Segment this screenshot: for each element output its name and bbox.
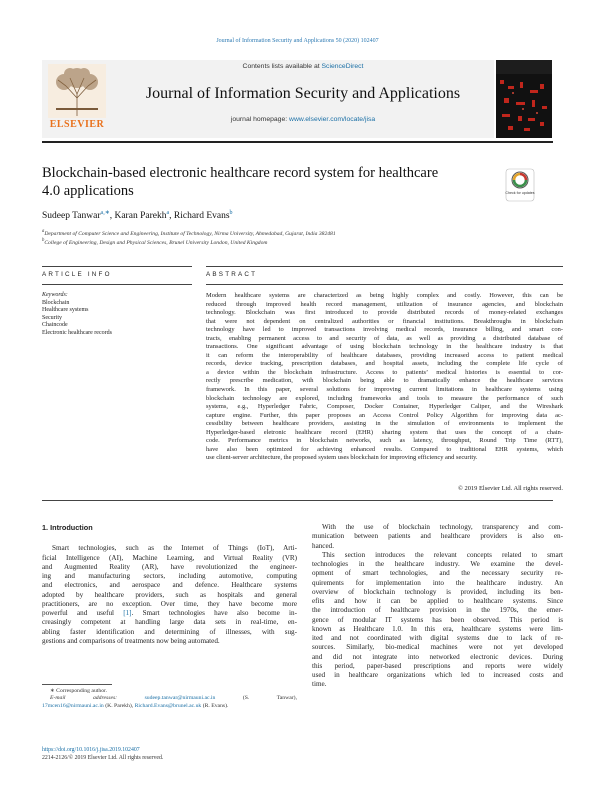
text-line: it can reform the interoperability of healthcare databases, providing increased access to patient medical — [206, 351, 563, 359]
text-line: systems, e.g., Hyperledger Fabric, Composer, Docker Container, Hyperledger Caliper, and the Wireshark — [206, 403, 563, 411]
keywords-block — [42, 292, 192, 338]
running-head[interactable]: Journal of Information Security and Applications 50 (2020) 102407 — [216, 38, 379, 44]
text-line: known as Healthcare 1.0. In this era, healthcare systems were lim- — [312, 624, 563, 633]
text-line: blockchain technology are explored, including frameworks and tools to measure the performance of such — [206, 394, 563, 402]
text-line: code. Performance metrics in blockchain networks, such as latency, throughput, Round Trip Time (RTT), — [206, 437, 563, 445]
contents-prefix: Contents lists available at — [242, 63, 320, 70]
affiliation-b — [42, 238, 267, 246]
email-owner: (S. Tanwar), — [242, 695, 297, 702]
text-line: This section introduces the relevant concepts related to smart — [322, 550, 563, 559]
article-title-line-2: 4.0 applications — [42, 183, 134, 199]
footnote-rule — [42, 684, 112, 685]
affiliation-mark: b — [42, 238, 45, 243]
elsevier-tree-logo — [48, 64, 106, 118]
abstract-text — [206, 292, 563, 463]
text-line: transactions. One significant advantage of using blockchain technology in the healthcare industry is that — [206, 343, 563, 351]
check-for-updates-icon[interactable] — [505, 168, 535, 202]
intro-right-column — [312, 523, 563, 690]
email-line-1 — [42, 695, 297, 702]
contents-line — [112, 63, 494, 70]
email-owner: (R. Evans). — [202, 702, 229, 709]
text-line: hanced. — [312, 541, 335, 550]
text-line: Smart technologies, such as the Internet of Things (IoT), Arti- — [52, 544, 297, 553]
text-line: practitioners, are no exception. Over time, they have become more — [42, 599, 297, 608]
journal-title: Journal of Information Security and Applications — [145, 85, 461, 102]
email-owner: (K. Parekh), — [105, 702, 134, 709]
citation-link[interactable]: [1] — [123, 609, 132, 617]
author-marks[interactable]: a,∗ — [100, 210, 110, 216]
email-link[interactable]: 17mcen16@nirmauni.ac.in — [42, 702, 104, 709]
intro-left-text — [42, 544, 297, 646]
text-line: ficial Intelligence (AI), Machine Learning, and Virtual Reality (VR) — [42, 553, 297, 562]
text-line: and Augmented Reality (AR), have revolutionized the engineer- — [42, 562, 297, 571]
crossmark-label: Check for updates — [505, 191, 535, 195]
homepage-link[interactable]: www.elsevier.com/locate/jisa — [289, 116, 376, 123]
intro-left-column — [42, 523, 297, 646]
doi-block — [42, 747, 163, 762]
text-line: ited and not coordinated with digital systems due to lack of re- — [312, 634, 563, 642]
text-line: sources. Similarly, bio-medical machines were not yet developed — [312, 643, 563, 652]
abstract-heading: ABSTRACT — [206, 271, 258, 278]
author-list — [42, 209, 233, 221]
doi-link[interactable]: https://doi.org/10.1016/j.jisa.2019.102407 — [42, 747, 140, 753]
author-name[interactable]: Richard Evans — [173, 211, 230, 222]
article-title-line-1: Blockchain-based electronic healthcare record system for healthcare — [42, 165, 439, 181]
keyword: Blockchain — [42, 299, 70, 306]
text-line: that were not dependent on centralized authorities or financial institutions. Breakthroughs in blockchain — [206, 317, 563, 325]
text-line: and did not integrate into networked electronic devices. During — [312, 652, 563, 661]
abstract-rule — [206, 284, 563, 285]
abstract-bottom-rule — [42, 500, 553, 501]
keyword: Electronic healthcare records — [42, 329, 112, 336]
abstract-rule-top — [206, 266, 563, 267]
affiliation-text: Department of Computer Science and Engineering, Institute of Technology, Nirma University, Ahmedabad, Gujarat, India 382481 — [44, 230, 336, 237]
text-line: adopted by healthcare providers, such as hospitals and general — [42, 590, 297, 599]
author-name[interactable]: Sudeep Tanwar — [42, 211, 101, 222]
article-info-rule-top — [42, 266, 192, 267]
text-line: the introduction of healthcare provision in the 1970s, the emer- — [312, 606, 563, 615]
corresponding-author: ∗ Corresponding author. — [50, 688, 108, 694]
article-title — [42, 164, 482, 200]
header-rule — [42, 141, 553, 143]
sciencedirect-link[interactable]: ScienceDirect — [321, 63, 364, 70]
text-line: technology. Blockchain was first introduced to provide distributed records of money-related exchanges — [206, 309, 563, 317]
affiliation-text: College of Engineering, Design and Physical Sciences, Brunel University London, United Kingdom — [44, 239, 268, 246]
keyword: Security — [42, 314, 62, 321]
email-label: E-mail addresses: — [50, 695, 118, 702]
author-marks[interactable]: b — [229, 210, 233, 216]
text-line: used in healthcare organizations which led to increased costs and — [312, 671, 563, 679]
text-line: use client-server architecture, the proposed system uses blockchain for improving efficiency and security. — [206, 454, 478, 462]
affiliation-a — [42, 229, 336, 237]
section-heading: 1. Introduction — [42, 523, 93, 532]
footnotes — [42, 688, 297, 710]
text-line: abling faster identification and determining of illnesses, with sug- — [42, 627, 297, 636]
email-link[interactable]: sudeep.tanwar@nirmauni.ac.in — [144, 695, 216, 702]
copyright-notice: © 2019 Elsevier Ltd. All rights reserved. — [457, 485, 563, 492]
text-line: framework. In this paper, several solutions for improving current limitations in healthcare systems using — [206, 386, 563, 394]
text-line: have also been optimized for achieving enhanced results. Compared to traditional EHR systems, which — [206, 445, 563, 453]
text-line: a device within the blockchain infrastructure. Access to patients’ medical histories is essential to cor- — [206, 368, 563, 376]
text-line: cessibility between healthcare providers, assisting in the simulation of environments to implement the — [206, 420, 563, 428]
text-line: gestions and comparisons of treatments now being automated. — [42, 636, 220, 645]
author-separator: , — [109, 211, 115, 222]
text-line: overview of blockchain technology is provided, including its ben- — [312, 587, 563, 596]
text-line: gence of modular IT systems has been observed. This period is — [312, 615, 563, 624]
elsevier-wordmark[interactable]: ELSEVIER — [49, 119, 105, 130]
author-name[interactable]: Karan Parekh — [114, 211, 167, 222]
text-line: technology have led to improved transactions involving medical records, insurance billing, and smart con- — [206, 326, 563, 334]
text-line: With the use of blockchain technology, transparency and com- — [322, 523, 563, 531]
text-line: tracts, enabling permanent access to and security of data, as well as providing a distributed database of — [206, 334, 563, 342]
journal-cover-image[interactable] — [496, 60, 552, 138]
homepage-line — [112, 116, 494, 123]
text-line: time. — [312, 680, 327, 689]
article-info-rule — [42, 284, 192, 285]
text-line: records, device tracking, prescription databases, and hospital assets, including the complete life cycle of — [206, 360, 563, 368]
keywords-label: Keywords: — [42, 292, 68, 298]
author-marks[interactable]: a — [166, 210, 170, 216]
text-line: creasingly competent at handling large data sets in real-time, en- — [42, 618, 297, 627]
text-line: rectly prescribe medication, with blockchain being able to dramatically enhance the healthcare services — [206, 377, 563, 385]
text-line: powerful and useful [1]. Smart technologies have also become in- — [42, 609, 297, 617]
email-link[interactable]: Richard.Evans@brunel.ac.uk — [134, 702, 202, 709]
email-line-2 — [42, 703, 297, 710]
text-line: this period, paper-based prescriptions and reports were widely — [312, 661, 563, 670]
article-info-heading: ARTICLE INFO — [42, 271, 112, 278]
issn-line: 2214-2126/© 2019 Elsevier Ltd. All rights reserved. — [42, 754, 164, 761]
text-line: opment of smart technologies, and the necessary security re- — [312, 569, 563, 578]
text-line: ing and manufacturing sectors, including automotive, computing — [42, 572, 297, 580]
homepage-prefix: journal homepage: — [230, 116, 288, 123]
text-line: efits and how it can be applied to healthcare systems. Since — [312, 597, 563, 605]
keyword: Chaincode — [42, 322, 68, 329]
keyword: Healthcare systems — [42, 307, 89, 314]
affiliation-mark: a — [42, 229, 45, 234]
text-line: technologies in the healthcare industry. We examine the devel- — [312, 560, 563, 568]
text-line: munication between patients and healthcare providers is also en- — [312, 532, 563, 541]
text-line: Hyperledger-based eletronic healthcare record (EHR) sharing system that uses the concept of a chain- — [206, 428, 563, 436]
text-line: and electronics, and aerospace and defence. Healthcare systems — [42, 581, 297, 590]
text-line: capture engine. Further, this paper proposes an Access Control Policy Algorithm for improving data ac- — [206, 411, 563, 419]
text-line: Modern healthcare systems are characterized as being highly complex and costly. However, this can be — [206, 292, 563, 299]
author-separator: , — [169, 211, 174, 222]
text-line: reduced through improved health record management, utilization of insurance agencies, and blockchain — [206, 300, 563, 308]
text-line: quirements for implementation into the healthcare industry. An — [312, 578, 563, 587]
